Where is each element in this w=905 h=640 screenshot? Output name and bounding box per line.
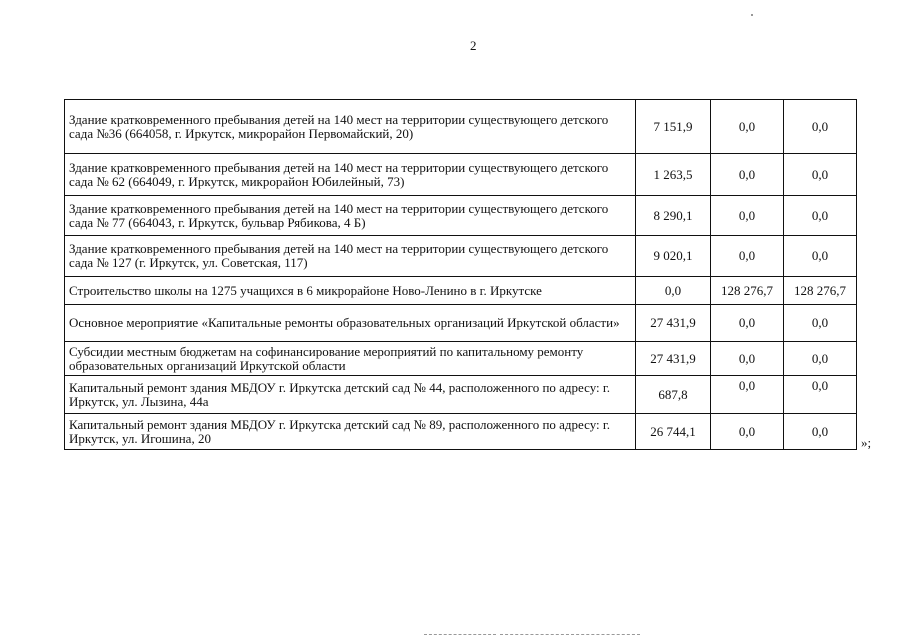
row-value-1: 1 263,5 [636, 154, 711, 196]
row-name: Основное мероприятие «Капитальные ремонты образовательных организаций Иркутской области» [65, 305, 636, 342]
table-row [65, 305, 857, 342]
row-value-1: 26 744,1 [636, 414, 711, 450]
row-value-2: 0,0 [711, 196, 784, 236]
row-value-2: 0,0 [711, 236, 784, 277]
table-row [65, 196, 857, 236]
row-name: Здание кратковременного пребывания детей на 140 мест на территории существующего детского сада № 62 (664049, г. Иркутск, микрорайон Юбилейный, 73) [65, 154, 636, 196]
row-value-3: 0,0 [784, 414, 857, 450]
row-name: Здание кратковременного пребывания детей на 140 мест на территории существующего детского сада № 127 (г. Иркутск, ул. Советская, 117) [65, 236, 636, 277]
row-value-1: 9 020,1 [636, 236, 711, 277]
closing-quote-mark: »; [861, 435, 872, 450]
row-value-2: 0,0 [711, 414, 784, 450]
scan-speck [751, 14, 753, 16]
row-value-1: 7 151,9 [636, 100, 711, 154]
budget-table [64, 99, 857, 450]
row-name: Строительство школы на 1275 учащихся в 6 микрорайоне Ново-Ленино в г. Иркутске [65, 277, 636, 305]
row-value-3: 0,0 [784, 196, 857, 236]
table-row [65, 100, 857, 154]
page-number: 2 [470, 38, 477, 53]
row-value-1: 0,0 [636, 277, 711, 305]
row-name: Капитальный ремонт здания МБДОУ г. Иркутска детский сад № 89, расположенного по адресу: г. Иркутск, ул. Игошина, 20 [65, 414, 636, 450]
table-row [65, 414, 857, 450]
row-value-3: 0,0 [784, 236, 857, 277]
row-value-3: 0,0 [784, 100, 857, 154]
row-value-2: 0,0 [711, 154, 784, 196]
row-name: Здание кратковременного пребывания детей на 140 мест на территории существующего детского сада №36 (664058, г. Иркутск, микрорайон Первомайский, 20) [65, 100, 636, 154]
row-name: Капитальный ремонт здания МБДОУ г. Иркутска детский сад № 44, расположенного по адресу: г. Иркутск, ул. Лызина, 44а [65, 376, 636, 414]
row-value-2: 0,0 [711, 100, 784, 154]
row-value-2: 128 276,7 [711, 277, 784, 305]
row-value-2: 0,0 [711, 342, 784, 376]
row-value-3: 0,0 [784, 305, 857, 342]
row-value-1: 27 431,9 [636, 342, 711, 376]
row-value-1: 27 431,9 [636, 305, 711, 342]
table-row [65, 154, 857, 196]
table-row [65, 277, 857, 305]
scan-edge-line [500, 634, 640, 635]
row-name: Здание кратковременного пребывания детей на 140 мест на территории существующего детского сада № 77 (664043, г. Иркутск, бульвар Рябикова, 4 Б) [65, 196, 636, 236]
row-value-2: 0,0 [711, 305, 784, 342]
row-name: Субсидии местным бюджетам на софинансирование мероприятий по капитальному ремонту образовательных организаций Иркутской области [65, 342, 636, 376]
row-value-1: 8 290,1 [636, 196, 711, 236]
table-row [65, 376, 857, 414]
row-value-3: 0,0 [784, 154, 857, 196]
row-value-3: 128 276,7 [784, 277, 857, 305]
table-row [65, 342, 857, 376]
table-row [65, 236, 857, 277]
row-value-1: 687,8 [636, 376, 711, 414]
row-value-3: 0,0 [784, 376, 857, 414]
scan-edge-line [424, 634, 496, 635]
row-value-2: 0,0 [711, 376, 784, 414]
row-value-3: 0,0 [784, 342, 857, 376]
